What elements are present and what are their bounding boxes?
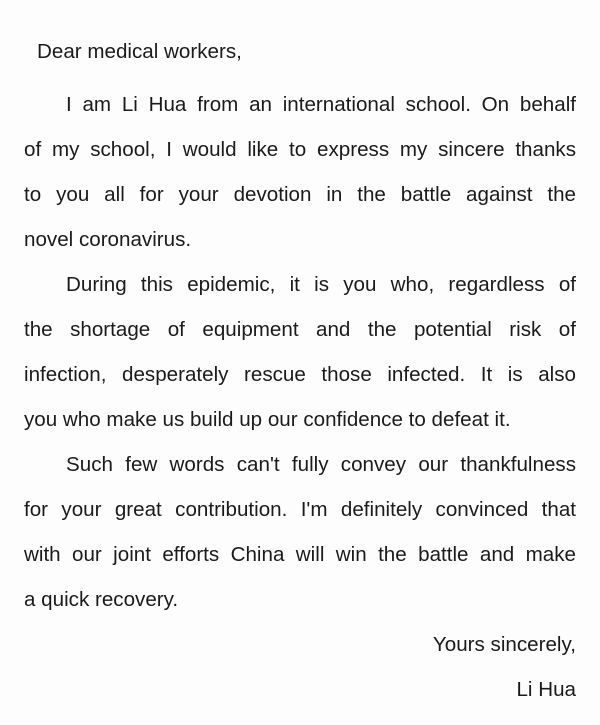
closing: Yours sincerely, bbox=[432, 633, 576, 656]
paragraph-1-line-2: of my school, I would like to express my sincere thanks bbox=[24, 138, 576, 161]
paragraph-1-line-4: novel coronavirus. bbox=[24, 228, 192, 251]
paragraph-1-line-1: I am Li Hua from an international school. On behalf bbox=[66, 93, 576, 116]
paragraph-3-line-4: a quick recovery. bbox=[24, 588, 179, 611]
paragraph-2-line-3: infection, desperately rescue those infected. It is also bbox=[24, 363, 576, 386]
paragraph-3-line-2: for your great contribution. I'm definitely convinced that bbox=[24, 498, 576, 521]
greeting: Dear medical workers, bbox=[37, 40, 242, 63]
paragraph-3-line-1: Such few words can't fully convey our thankfulness bbox=[66, 453, 576, 476]
paragraph-2-line-1: During this epidemic, it is you who, regardless of bbox=[66, 273, 576, 296]
paragraph-2-line-4: you who make us build up our confidence to defeat it. bbox=[24, 408, 511, 431]
paragraph-3-line-3: with our joint efforts China will win the battle and make bbox=[24, 543, 576, 566]
signature: Li Hua bbox=[516, 678, 576, 701]
paragraph-2-line-2: the shortage of equipment and the potential risk of bbox=[24, 318, 576, 341]
paragraph-1-line-3: to you all for your devotion in the battle against the bbox=[24, 183, 576, 206]
